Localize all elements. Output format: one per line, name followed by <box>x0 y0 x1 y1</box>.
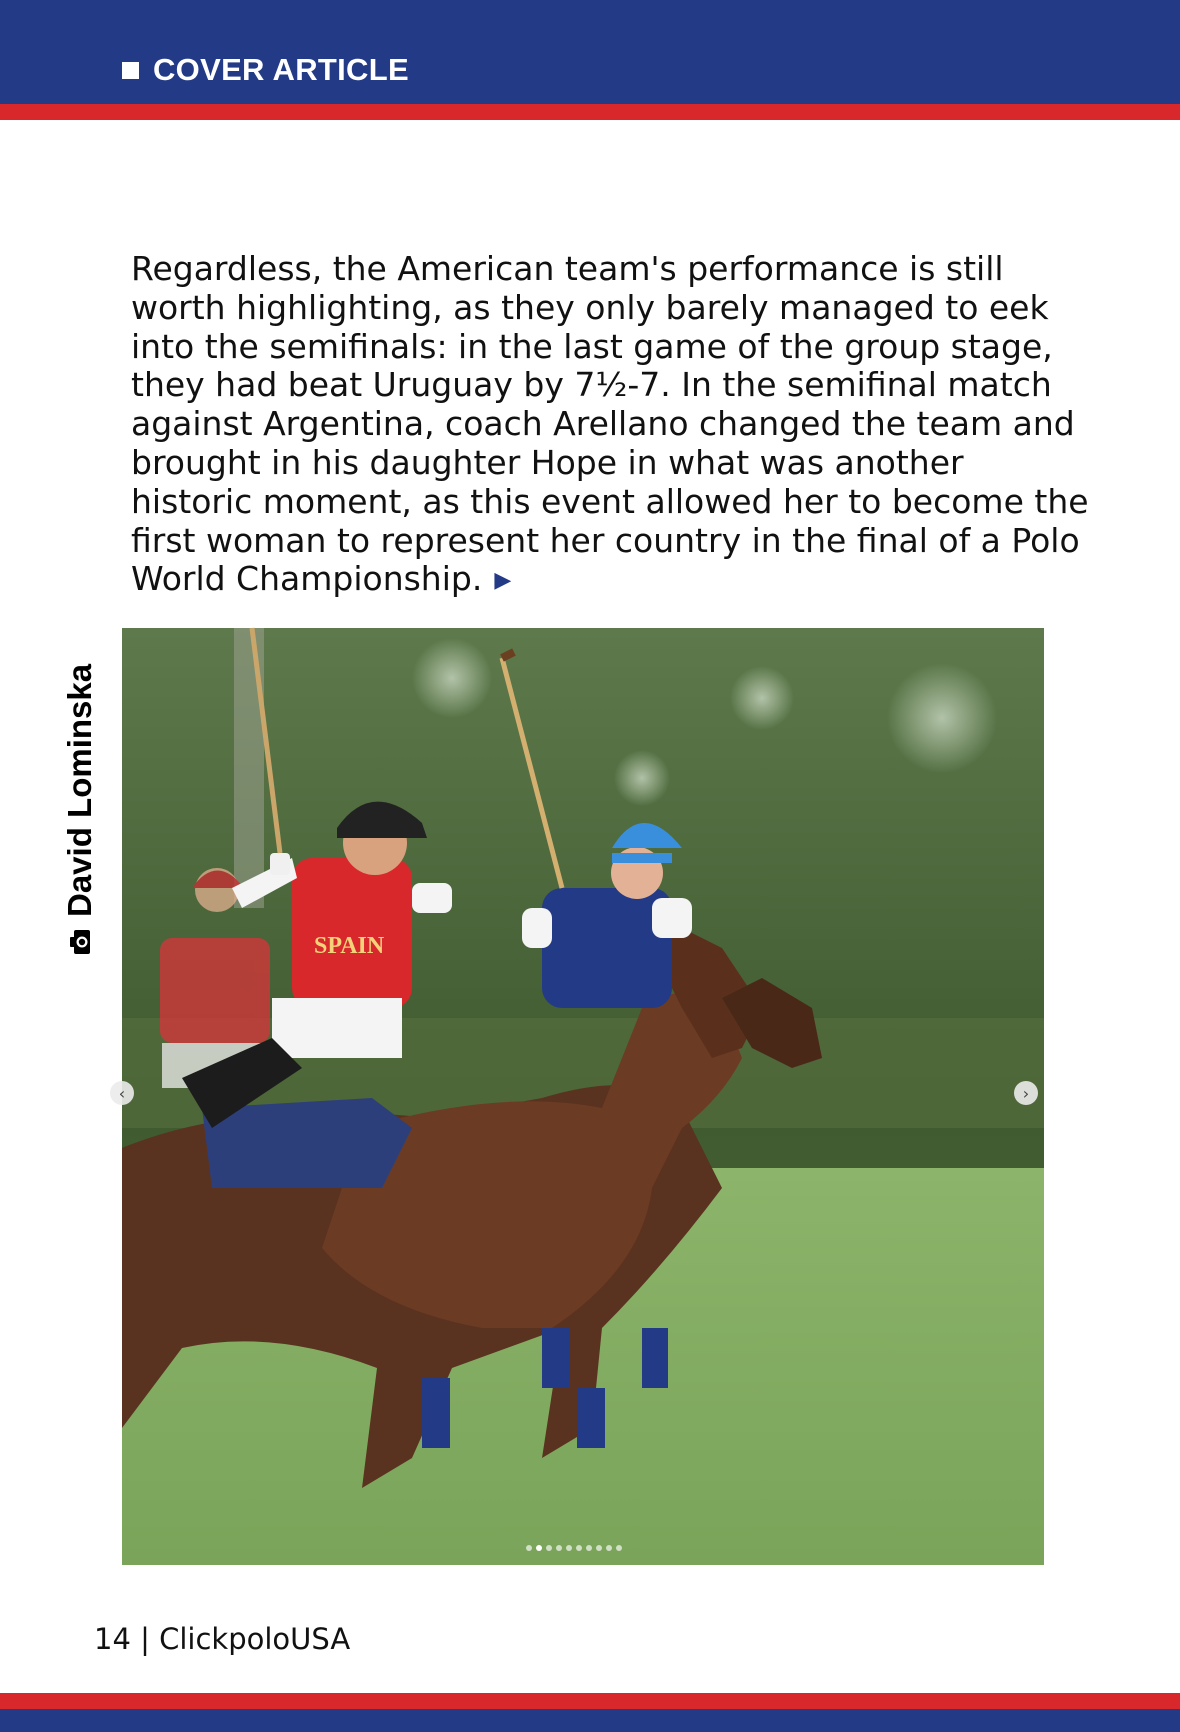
article-paragraph-text: Regardless, the American team's performance is still worth highlighting, as they only barely managed to eek into the semifinals: in the last game of the group stage, they had beat Uruguay by 7½-7. In the semifinal match against Argentina, coach Arellano changed the team and brought in his daughter Hope in what was another historic moment, as this event allowed her to become the first woman to represent her country in the final of a Polo World Championship. <box>131 249 1089 599</box>
polo-photo-image <box>122 628 1044 1565</box>
footer-stripe <box>0 1693 1180 1709</box>
page-footer <box>94 1622 350 1656</box>
play-triangle-icon: ▶ <box>494 568 512 594</box>
camera-icon <box>61 929 99 955</box>
carousel-dot[interactable] <box>606 1545 612 1551</box>
article-paragraph <box>131 250 1091 601</box>
carousel-dots <box>526 1545 622 1551</box>
header-stripe <box>0 104 1180 120</box>
carousel-prev-button[interactable]: ‹ <box>110 1081 134 1105</box>
carousel-next-button[interactable]: › <box>1014 1081 1038 1105</box>
carousel-dot[interactable] <box>596 1545 602 1551</box>
footer-band <box>0 1709 1180 1732</box>
polo-photo[interactable] <box>118 628 1044 1565</box>
section-label-text: COVER ARTICLE <box>153 52 409 87</box>
photo-credit <box>60 625 100 955</box>
carousel-dot[interactable] <box>616 1545 622 1551</box>
page-number: 14 <box>94 1622 131 1656</box>
carousel-dot[interactable] <box>526 1545 532 1551</box>
carousel-dot[interactable] <box>586 1545 592 1551</box>
square-bullet-icon <box>122 62 139 79</box>
carousel-dot[interactable] <box>576 1545 582 1551</box>
section-label <box>122 52 409 88</box>
carousel-dot[interactable] <box>556 1545 562 1551</box>
jersey-text: SPAIN <box>314 933 385 959</box>
carousel-dot[interactable] <box>536 1545 542 1551</box>
publication-name: ClickpoloUSA <box>159 1622 351 1656</box>
carousel-dot[interactable] <box>566 1545 572 1551</box>
footer-separator: | <box>140 1622 150 1656</box>
carousel-dot[interactable] <box>546 1545 552 1551</box>
photo-credit-name: David Lominska <box>61 663 98 917</box>
